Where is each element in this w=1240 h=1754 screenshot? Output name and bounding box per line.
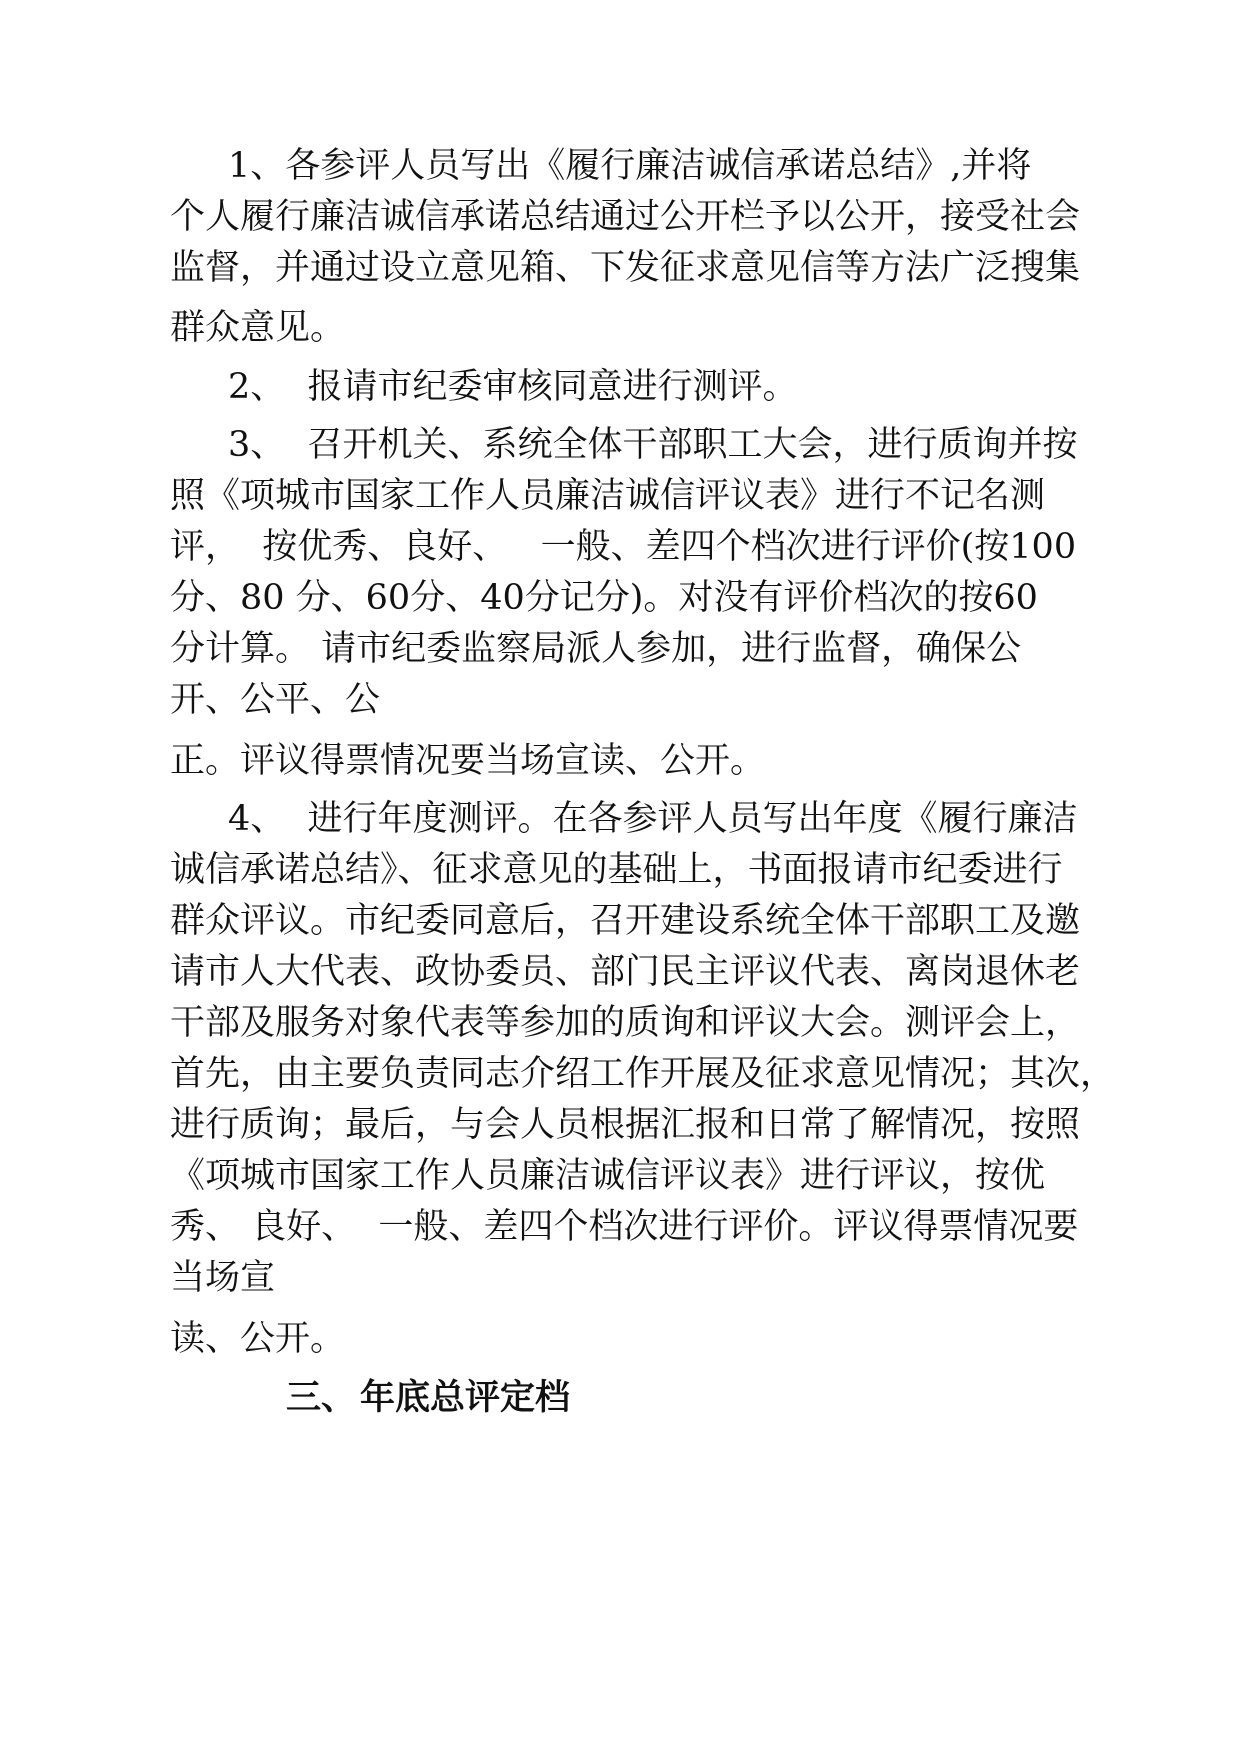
paragraph-1-line-4: 群众意见。	[170, 308, 346, 348]
section-heading-title: 年底总评定档	[360, 1378, 571, 1418]
paragraph-1-line-3: 监督，并通过设立意见箱、下发征求意见信等方法广泛搜集	[170, 248, 1081, 288]
paragraph-4-line-8: 《项城市国家工作人员廉洁诚信评议表》进行评议，按优	[170, 1156, 1046, 1196]
paragraph-2-line-1: 2、 报请市纪委审核同意进行测评。	[228, 367, 798, 407]
paragraph-1-line-2: 个人履行廉洁诚信承诺总结通过公开栏予以公开，接受社会	[170, 197, 1081, 237]
paragraph-4-line-10: 当场宣	[170, 1258, 276, 1298]
paragraph-3-line-6: 开、公平、公	[170, 680, 381, 720]
paragraph-4-line-4: 请市人大代表、政协委员、部门民主评议代表、离岗退休老	[170, 952, 1081, 992]
paragraph-4-line-5: 干部及服务对象代表等参加的质询和评议大会。测评会上，	[170, 1003, 1081, 1043]
paragraph-3-line-1: 3、 召开机关、系统全体干部职工大会，进行质询并按	[228, 425, 1078, 465]
paragraph-3-line-4: 分、80 分、60分、40分记分)。对没有评价档次的按60	[170, 578, 1038, 618]
paragraph-4-line-9: 秀、 良好、 一般、差四个档次进行评价。评议得票情况要	[170, 1207, 1079, 1247]
paragraph-3-line-5: 分计算。 请市纪委监察局派人参加，进行监督，确保公	[170, 629, 1022, 669]
paragraph-3-line-7: 正。评议得票情况要当场宣读、公开。	[170, 741, 766, 781]
paragraph-4-line-2: 诚信承诺总结》、征求意见的基础上，书面报请市纪委进行	[170, 850, 1063, 890]
paragraph-4-line-1: 4、 进行年度测评。在各参评人员写出年度《履行廉洁	[228, 799, 1078, 839]
paragraph-4-line-7: 进行质询；最后，与会人员根据汇报和日常了解情况，按照	[170, 1105, 1081, 1145]
paragraph-3-line-3: 评， 按优秀、良好、 一般、差四个档次进行评价(按100	[170, 527, 1077, 567]
paragraph-4-line-3: 群众评议。市纪委同意后，召开建设系统全体干部职工及邀	[170, 901, 1081, 941]
paragraph-3-line-2: 照《项城市国家工作人员廉洁诚信评议表》进行不记名测	[170, 476, 1046, 516]
paragraph-1-line-1: 1、各参评人员写出《履行廉洁诚信承诺总结》,并将	[228, 146, 1032, 186]
paragraph-4-line-6: 首先，由主要负责同志介绍工作开展及征求意见情况；其次，	[170, 1054, 1116, 1094]
paragraph-4-line-11: 读、公开。	[170, 1319, 346, 1359]
section-heading-number: 三、	[286, 1378, 357, 1418]
